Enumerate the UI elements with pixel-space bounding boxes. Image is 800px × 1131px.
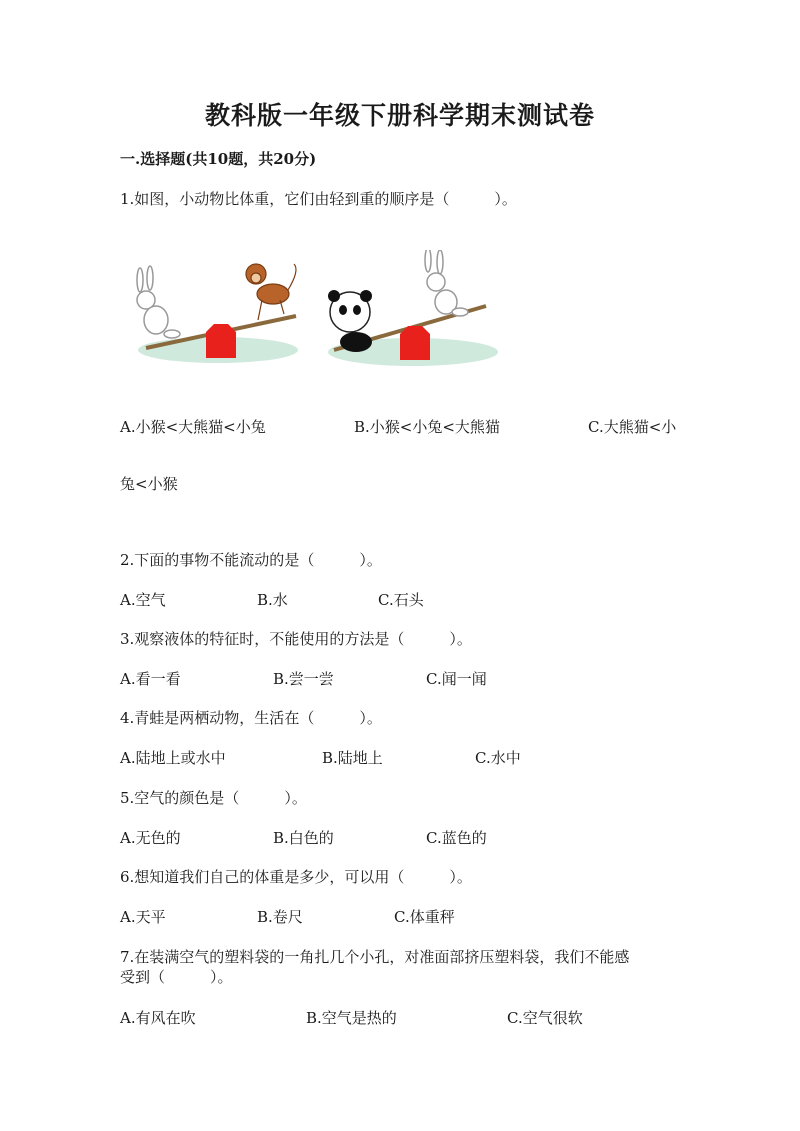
seesaw-fulcrum [400,326,430,360]
question-4: 4.青蛙是两栖动物，生活在（ ）。 [120,709,382,727]
q1-option-b: B.小猴<小兔<大熊猫 [354,418,500,436]
q2-option-a: A.空气 [120,591,166,609]
question-5: 5.空气的颜色是（ ）。 [120,789,307,807]
q3-option-b: B.尝一尝 [273,670,334,688]
q7-option-c: C.空气很软 [507,1009,583,1027]
monkey-icon [246,264,296,320]
panda-icon [328,290,372,352]
rabbit-icon [137,266,180,338]
q7-option-a: A.有风在吹 [120,1009,196,1027]
seesaw-illustration [128,250,508,375]
q4-option-c: C.水中 [475,749,521,767]
question-7-continued: 受到（ ）。 [120,968,233,986]
q7-option-b: B.空气是热的 [306,1009,397,1027]
page-title: 教科版一年级下册科学期末测试卷 [204,101,595,130]
section-heading: 一.选择题(共10题，共20分) [120,150,317,168]
q1-option-c-continued: 兔<小猴 [120,475,178,493]
q6-option-c: C.体重秤 [394,908,455,926]
q5-option-a: A.无色的 [120,829,181,847]
q5-option-c: C.蓝色的 [426,829,487,847]
q5-option-b: B.白色的 [273,829,334,847]
q6-option-a: A.天平 [120,908,166,926]
q3-option-c: C.闻一闻 [426,670,487,688]
seesaw-fulcrum [206,324,236,358]
q6-option-b: B.卷尺 [257,908,303,926]
q4-option-b: B.陆地上 [322,749,383,767]
question-3: 3.观察液体的特征时，不能使用的方法是（ ）。 [120,630,472,648]
q4-option-a: A.陆地上或水中 [120,749,226,767]
question-7: 7.在装满空气的塑料袋的一角扎几个小孔，对准面部挤压塑料袋，我们不能感 [120,948,630,966]
q2-option-c: C.石头 [378,591,424,609]
question-2: 2.下面的事物不能流动的是（ ）。 [120,551,382,569]
rabbit-icon [425,250,468,316]
question-1: 1.如图，小动物比体重，它们由轻到重的顺序是（ ）。 [120,190,517,208]
q3-option-a: A.看一看 [120,670,181,688]
question-6: 6.想知道我们自己的体重是多少，可以用（ ）。 [120,868,472,886]
q1-option-a: A.小猴<大熊猫<小兔 [120,418,266,436]
q2-option-b: B.水 [257,591,288,609]
q1-option-c: C.大熊猫<小 [588,418,677,436]
